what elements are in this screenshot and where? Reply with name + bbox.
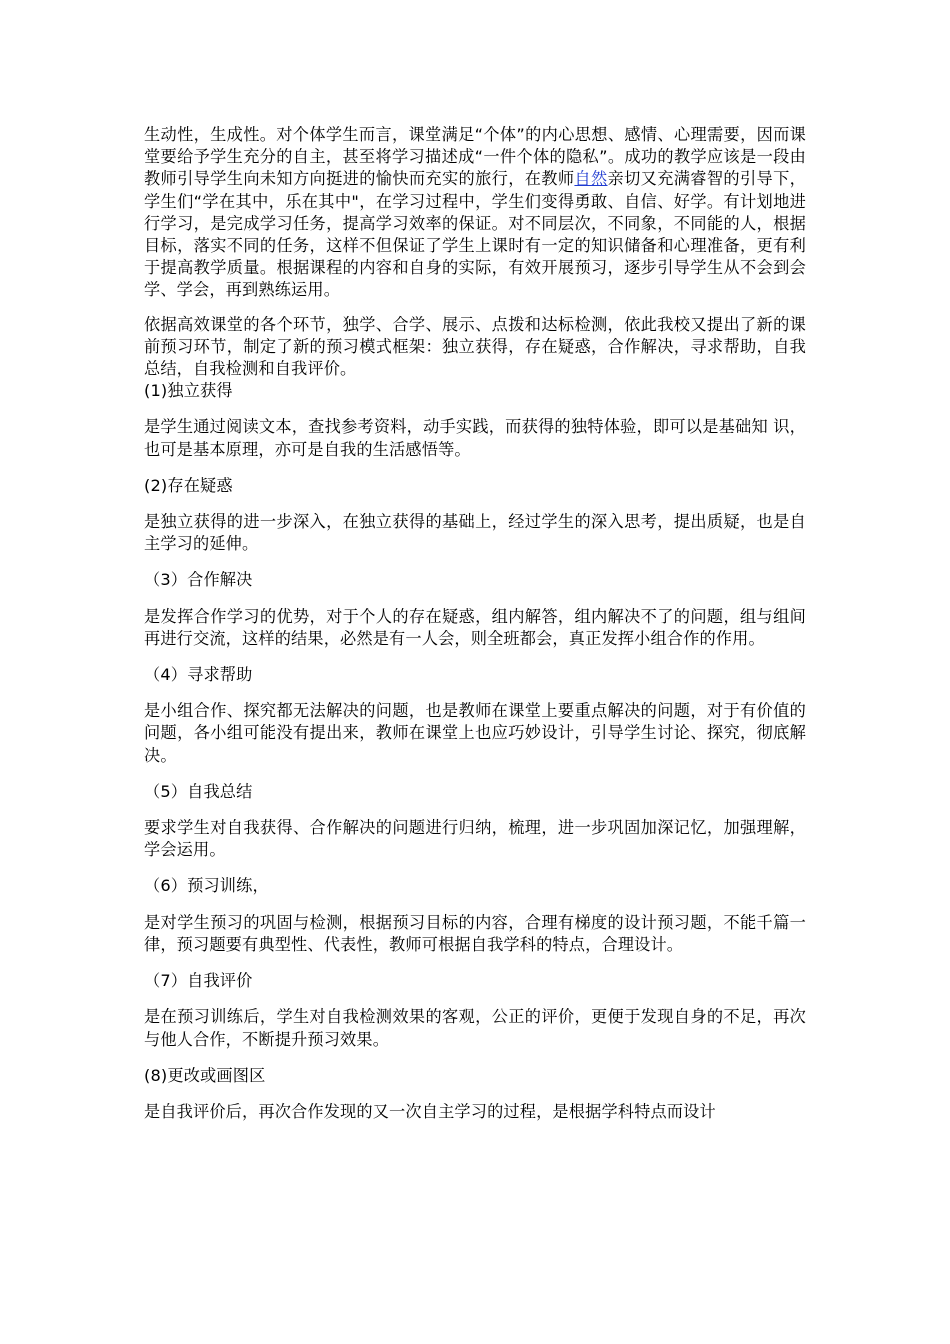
natural-link[interactable]: 自然 [574,169,608,189]
section-heading-2: (2)存在疑惑 [144,475,233,495]
section-heading-8: (8)更改或画图区 [144,1065,266,1085]
intro-paragraph [144,124,806,302]
section-heading-3: （3）合作解决 [144,570,253,590]
section-body-5: 要求学生对自我获得、合作解决的问题进行归纳，梳理，进一步巩固加深记忆，加强理解，学会运用。 [144,818,806,860]
section-heading-1: (1)独立获得 [144,381,233,401]
section-body-1: 是学生通过阅读文本，查找参考资料，动手实践，而获得的独特体验，即可以是基础知 识，也可是基本原理，亦可是自我的生活感悟等。 [144,417,806,459]
section-body-4: 是小组合作、探究都无法解决的问题，也是教师在课堂上要重点解决的问题，对于有价值的问题，各小组可能没有提出来，教师在课堂上也应巧妙设计，引导学生讨论、探究，彻底解决。 [144,701,806,765]
document-page [144,124,806,1123]
section-heading-6: （6）预习训练， [144,876,269,896]
section-body-3: 是发挥合作学习的优势，对于个人的存在疑惑，组内解答，组内解决不了的问题，组与组间再进行交流，这样的结果，必然是有一人会，则全班都会，真正发挥小组合作的作用。 [144,606,806,648]
framework-paragraph: 依据高效课堂的各个环节，独学、合学、展示、点拨和达标检测，依此我校又提出了新的课前预习环节，制定了新的预习模式框架：独立获得，存在疑惑，合作解决，寻求帮助，自我总结，自我检测和自我评价。 [144,314,806,379]
section-heading-7: （7）自我评价 [144,971,253,991]
section-body-7: 是在预习训练后，学生对自我检测效果的客观，公正的评价，更便于发现自身的不足，再次与他人合作，不断提升预习效果。 [144,1007,806,1049]
intro-text-part2: 亲切又充满睿智的引导下，学生们“学在其中，乐在其中"，在学习过程中，学生们变得勇敢、自信、好学。有计划地进行学习，是完成学习任务，提高学习效率的保证。对不同层次，不同象，不同能的人，根据目标，落实不同的任务，这样不但保证了学生上课时有一定的知识储备和心理准备，更有利于提高教学质量。根据课程的内容和自身的实际，有效开展预习，逐步引导学生从不会到会学、学会，再到熟练运用。 [144,169,806,300]
section-body-8: 是自我评价后，再次合作发现的又一次自主学习的过程，是根据学科特点而设计 [144,1101,716,1121]
section-body-6: 是对学生预习的巩固与检测，根据预习目标的内容，合理有梯度的设计预习题，不能千篇一律，预习题要有典型性、代表性，教师可根据自我学科的特点，合理设计。 [144,912,806,954]
intro-text-part1: 生动性，生成性。对个体学生而言，课堂满足“个体”的内心思想、感情、心理需要，因而课堂要给予学生充分的自主，甚至将学习描述成“一件个体的隐私”。成功的教学应该是一段由教师引导学生向未知方向挺进的愉快而充实的旅行，在教师 [144,125,806,189]
section-body-2: 是独立获得的进一步深入，在独立获得的基础上，经过学生的深入思考，提出质疑，也是自主学习的延伸。 [144,512,806,554]
section-heading-5: （5）自我总结 [144,781,253,801]
section-heading-4: （4）寻求帮助 [144,665,253,685]
